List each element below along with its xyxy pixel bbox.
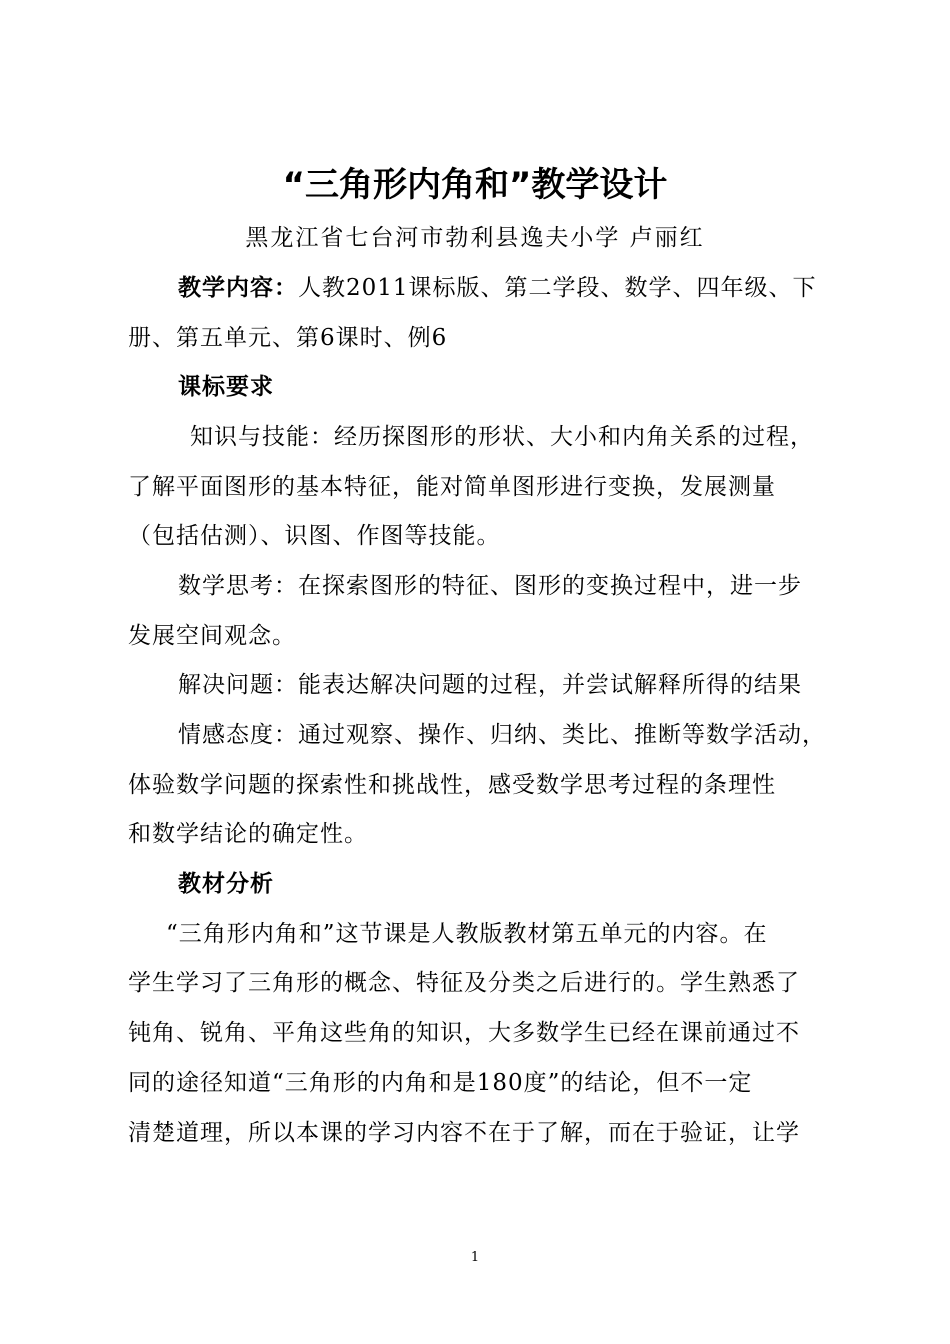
content-text-1: 人教2011课标版、第二学段、数学、四年级、下 [298, 275, 817, 301]
knowledge-line-2: 了解平面图形的基本特征，能对简单图形进行变换，发展测量 [128, 474, 776, 500]
analysis-heading: 教材分析 [178, 871, 274, 897]
content-line-2: 册、第五单元、第6课时、例6 [128, 325, 448, 351]
attitude-line-2: 体验数学问题的探索性和挑战性，感受数学思考过程的条理性 [128, 772, 776, 798]
thinking-line-1: 数学思考：在探索图形的特征、图形的变换过程中，进一步 [178, 573, 802, 599]
document-title: “三角形内角和”教学设计 [282, 165, 668, 205]
attitude-line-1: 情感态度：通过观察、操作、归纳、类比、推断等数学活动， [178, 722, 826, 748]
knowledge-line-1: 知识与技能：经历探图形的形状、大小和内角关系的过程， [190, 424, 814, 450]
author-line: 黑龙江省七台河市勃利县逸夫小学 卢丽红 [245, 225, 705, 251]
analysis-line-2: 学生学习了三角形的概念、特征及分类之后进行的。学生熟悉了 [128, 970, 800, 996]
analysis-line-4: 同的途径知道“三角形的内角和是180度”的结论，但不一定 [128, 1070, 753, 1096]
content-label: 教学内容： [178, 275, 298, 301]
analysis-line-1: “三角形内角和”这节课是人教版教材第五单元的内容。在 [166, 921, 768, 947]
standards-heading: 课标要求 [178, 374, 274, 400]
analysis-line-3: 钝角、锐角、平角这些角的知识，大多数学生已经在课前通过不 [128, 1020, 800, 1046]
analysis-line-5: 清楚道理，所以本课的学习内容不在于了解，而在于验证，让学 [128, 1120, 800, 1146]
thinking-line-2: 发展空间观念。 [128, 623, 296, 649]
page-number: 1 [470, 1250, 480, 1265]
content-line-1 [178, 272, 817, 304]
problem-line-1: 解决问题：能表达解决问题的过程，并尝试解释所得的结果 [178, 672, 802, 698]
attitude-line-3: 和数学结论的确定性。 [128, 821, 368, 847]
knowledge-line-3: （包括估测）、识图、作图等技能。 [128, 523, 501, 549]
